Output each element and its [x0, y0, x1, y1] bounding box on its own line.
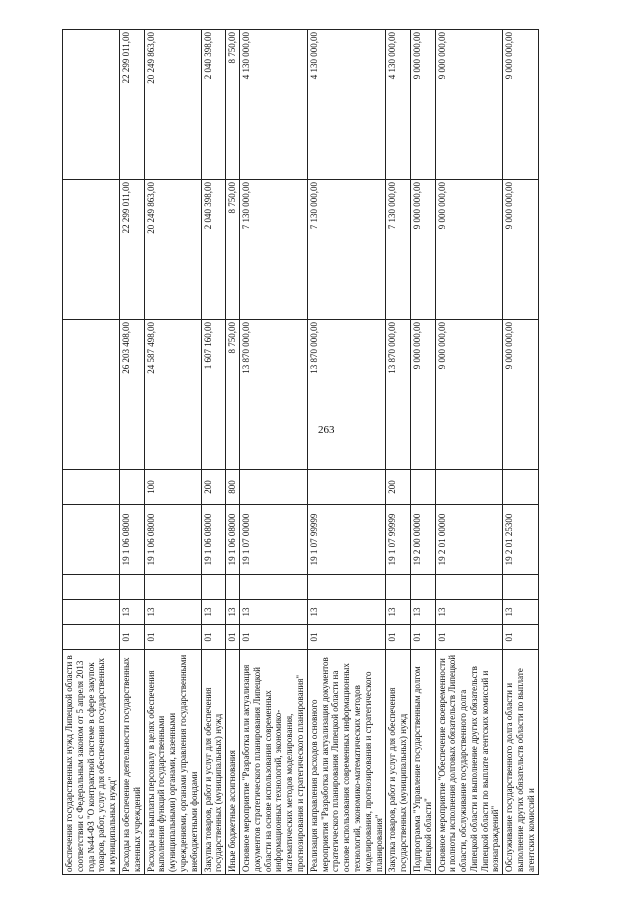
table-row — [226, 30, 240, 875]
row-gr-cell — [63, 625, 120, 650]
row-name-cell: Закупка товаров, работ и услуг для обеспечения государственных (муниципальных) нужд — [201, 650, 226, 875]
row-vr-cell — [410, 470, 435, 505]
row-vr-cell — [435, 470, 503, 505]
row-year3-amount: 22 299 011,00 — [119, 30, 144, 180]
row-pr-cell — [307, 575, 386, 600]
row-name-cell: Закупка товаров, работ и услуг для обеспечения государственных (муниципальных) нужд — [386, 650, 411, 875]
row-year1-amount: 1 607 160,00 — [201, 320, 226, 470]
row-year3-amount: 8 750,00 — [226, 30, 240, 180]
row-cs-cell: 19 1 07 99999 — [307, 505, 386, 575]
row-gr-cell: 01 — [201, 625, 226, 650]
row-rz-cell: 13 — [226, 600, 240, 625]
row-rz-cell: 13 — [307, 600, 386, 625]
row-rz-cell: 13 — [239, 600, 307, 625]
row-name-cell: Обслуживание государственного долга области и выполнение других обязательств области по выплате агентских комиссий и — [503, 650, 538, 875]
row-cs-cell: 19 1 07 99999 — [386, 505, 411, 575]
row-gr-cell: 01 — [307, 625, 386, 650]
row-year3-amount: 4 130 000,00 — [307, 30, 386, 180]
row-name-cell: Расходы на обеспечение деятельности государственных казенных учреждений — [119, 650, 144, 875]
row-rz-cell: 13 — [386, 600, 411, 625]
row-year1-amount: 13 870 000,00 — [239, 320, 307, 470]
row-gr-cell: 01 — [239, 625, 307, 650]
row-year2-amount: 7 130 000,00 — [386, 180, 411, 320]
row-cs-cell: 19 1 06 08000 — [119, 505, 144, 575]
row-vr-cell — [119, 470, 144, 505]
row-name-cell: обеспечения государственных нужд Липецкой области в соответствии с Федеральным законом от 5 апреля 2013 года №44-ФЗ "О контрактной системе в сфере закупок товаров, работ, услуг для обеспечения государственных и муниципальных нужд" — [63, 650, 120, 875]
row-year3-amount: 4 130 000,00 — [386, 30, 411, 180]
row-vr-cell: 200 — [201, 470, 226, 505]
table-row — [144, 30, 201, 875]
row-year3-amount: 9 000 000,00 — [410, 30, 435, 180]
row-year1-amount — [63, 320, 120, 470]
row-pr-cell — [386, 575, 411, 600]
row-pr-cell — [239, 575, 307, 600]
table-row — [201, 30, 226, 875]
row-year2-amount: 20 249 863,00 — [144, 180, 201, 320]
row-pr-cell — [410, 575, 435, 600]
row-rz-cell: 13 — [119, 600, 144, 625]
row-year2-amount: 7 130 000,00 — [239, 180, 307, 320]
row-name-cell: Основное мероприятие "Разработка или актуализация документов стратегического планирования Липецкой области на основе использования современных информационных технологий, экономико-математических методов моделирования, прогнозирования и стратегического планирования" — [239, 650, 307, 875]
row-pr-cell — [63, 575, 120, 600]
row-name-cell: Основное мероприятие "Обеспечение своевременности и полноты исполнения долговых обязательств Липецкой области, обслуживание государственного долга Липецкой области и выполнение других обязательств Липецкой области по выплате агентских комиссий и вознаграждений" — [435, 650, 503, 875]
row-gr-cell: 01 — [503, 625, 538, 650]
row-rz-cell — [63, 600, 120, 625]
row-pr-cell — [119, 575, 144, 600]
row-name-cell: Реализация направления расходов основного мероприятия "Разработка или актуализация документов стратегического планирования Липецкой области на основе использования современных информационных технологий, экономико-математических методов моделирования, прогнозирования и стратегического планирования" — [307, 650, 386, 875]
row-year3-amount: 9 000 000,00 — [503, 30, 538, 180]
row-year1-amount: 13 870 000,00 — [307, 320, 386, 470]
row-pr-cell — [201, 575, 226, 600]
row-gr-cell: 01 — [410, 625, 435, 650]
row-vr-cell — [63, 470, 120, 505]
row-cs-cell: 19 1 06 08000 — [226, 505, 240, 575]
row-year1-amount: 26 203 408,00 — [119, 320, 144, 470]
row-cs-cell: 19 2 00 00000 — [410, 505, 435, 575]
row-cs-cell: 19 2 01 00000 — [435, 505, 503, 575]
table-row — [63, 30, 120, 875]
row-cs-cell — [63, 505, 120, 575]
row-vr-cell: 100 — [144, 470, 201, 505]
row-name-cell: Иные бюджетные ассигнования — [226, 650, 240, 875]
row-gr-cell: 01 — [119, 625, 144, 650]
row-year2-amount: 22 299 011,00 — [119, 180, 144, 320]
row-year2-amount — [63, 180, 120, 320]
row-year2-amount: 9 000 000,00 — [410, 180, 435, 320]
page-number: 263 — [318, 424, 335, 436]
row-gr-cell: 01 — [386, 625, 411, 650]
row-cs-cell: 19 1 07 00000 — [239, 505, 307, 575]
row-rz-cell: 13 — [410, 600, 435, 625]
row-pr-cell — [503, 575, 538, 600]
row-year1-amount: 8 750,00 — [226, 320, 240, 470]
row-year2-amount: 2 040 398,00 — [201, 180, 226, 320]
table-row — [119, 30, 144, 875]
row-year2-amount: 9 000 000,00 — [503, 180, 538, 320]
row-gr-cell: 01 — [226, 625, 240, 650]
budget-table — [62, 29, 539, 875]
row-pr-cell — [435, 575, 503, 600]
row-rz-cell: 13 — [503, 600, 538, 625]
row-vr-cell — [307, 470, 386, 505]
table-row — [239, 30, 307, 875]
row-pr-cell — [144, 575, 201, 600]
row-name-cell: Подпрограмма "Управление государственным долгом Липецкой области" — [410, 650, 435, 875]
row-cs-cell: 19 2 01 25300 — [503, 505, 538, 575]
row-vr-cell: 200 — [386, 470, 411, 505]
row-vr-cell: 800 — [226, 470, 240, 505]
row-rz-cell: 13 — [201, 600, 226, 625]
row-pr-cell — [226, 575, 240, 600]
row-year3-amount: 20 249 863,00 — [144, 30, 201, 180]
row-year1-amount: 9 000 000,00 — [503, 320, 538, 470]
row-vr-cell — [239, 470, 307, 505]
row-year2-amount: 8 750,00 — [226, 180, 240, 320]
table-row — [503, 30, 538, 875]
row-year3-amount: 4 130 000,00 — [239, 30, 307, 180]
row-vr-cell — [503, 470, 538, 505]
row-cs-cell: 19 1 06 08000 — [144, 505, 201, 575]
row-gr-cell: 01 — [144, 625, 201, 650]
row-year1-amount: 24 587 498,00 — [144, 320, 201, 470]
row-year3-amount: 2 040 398,00 — [201, 30, 226, 180]
row-gr-cell: 01 — [435, 625, 503, 650]
table-row — [435, 30, 503, 875]
rotated-table-container — [62, 30, 602, 875]
row-year3-amount — [63, 30, 120, 180]
table-row — [410, 30, 435, 875]
table-row — [307, 30, 386, 875]
row-rz-cell: 13 — [435, 600, 503, 625]
row-name-cell: Расходы на выплаты персоналу в целях обеспечения выполнения функций государственными (муниципальными) органами, казенными учреждениями, органами управления государственными внебюджетными фондами — [144, 650, 201, 875]
row-rz-cell: 13 — [144, 600, 201, 625]
row-year2-amount: 9 000 000,00 — [435, 180, 503, 320]
table-row — [386, 30, 411, 875]
row-year1-amount: 13 870 000,00 — [386, 320, 411, 470]
row-year2-amount: 7 130 000,00 — [307, 180, 386, 320]
row-year1-amount: 9 000 000,00 — [410, 320, 435, 470]
row-year1-amount: 9 000 000,00 — [435, 320, 503, 470]
row-cs-cell: 19 1 06 08000 — [201, 505, 226, 575]
row-year3-amount: 9 000 000,00 — [435, 30, 503, 180]
